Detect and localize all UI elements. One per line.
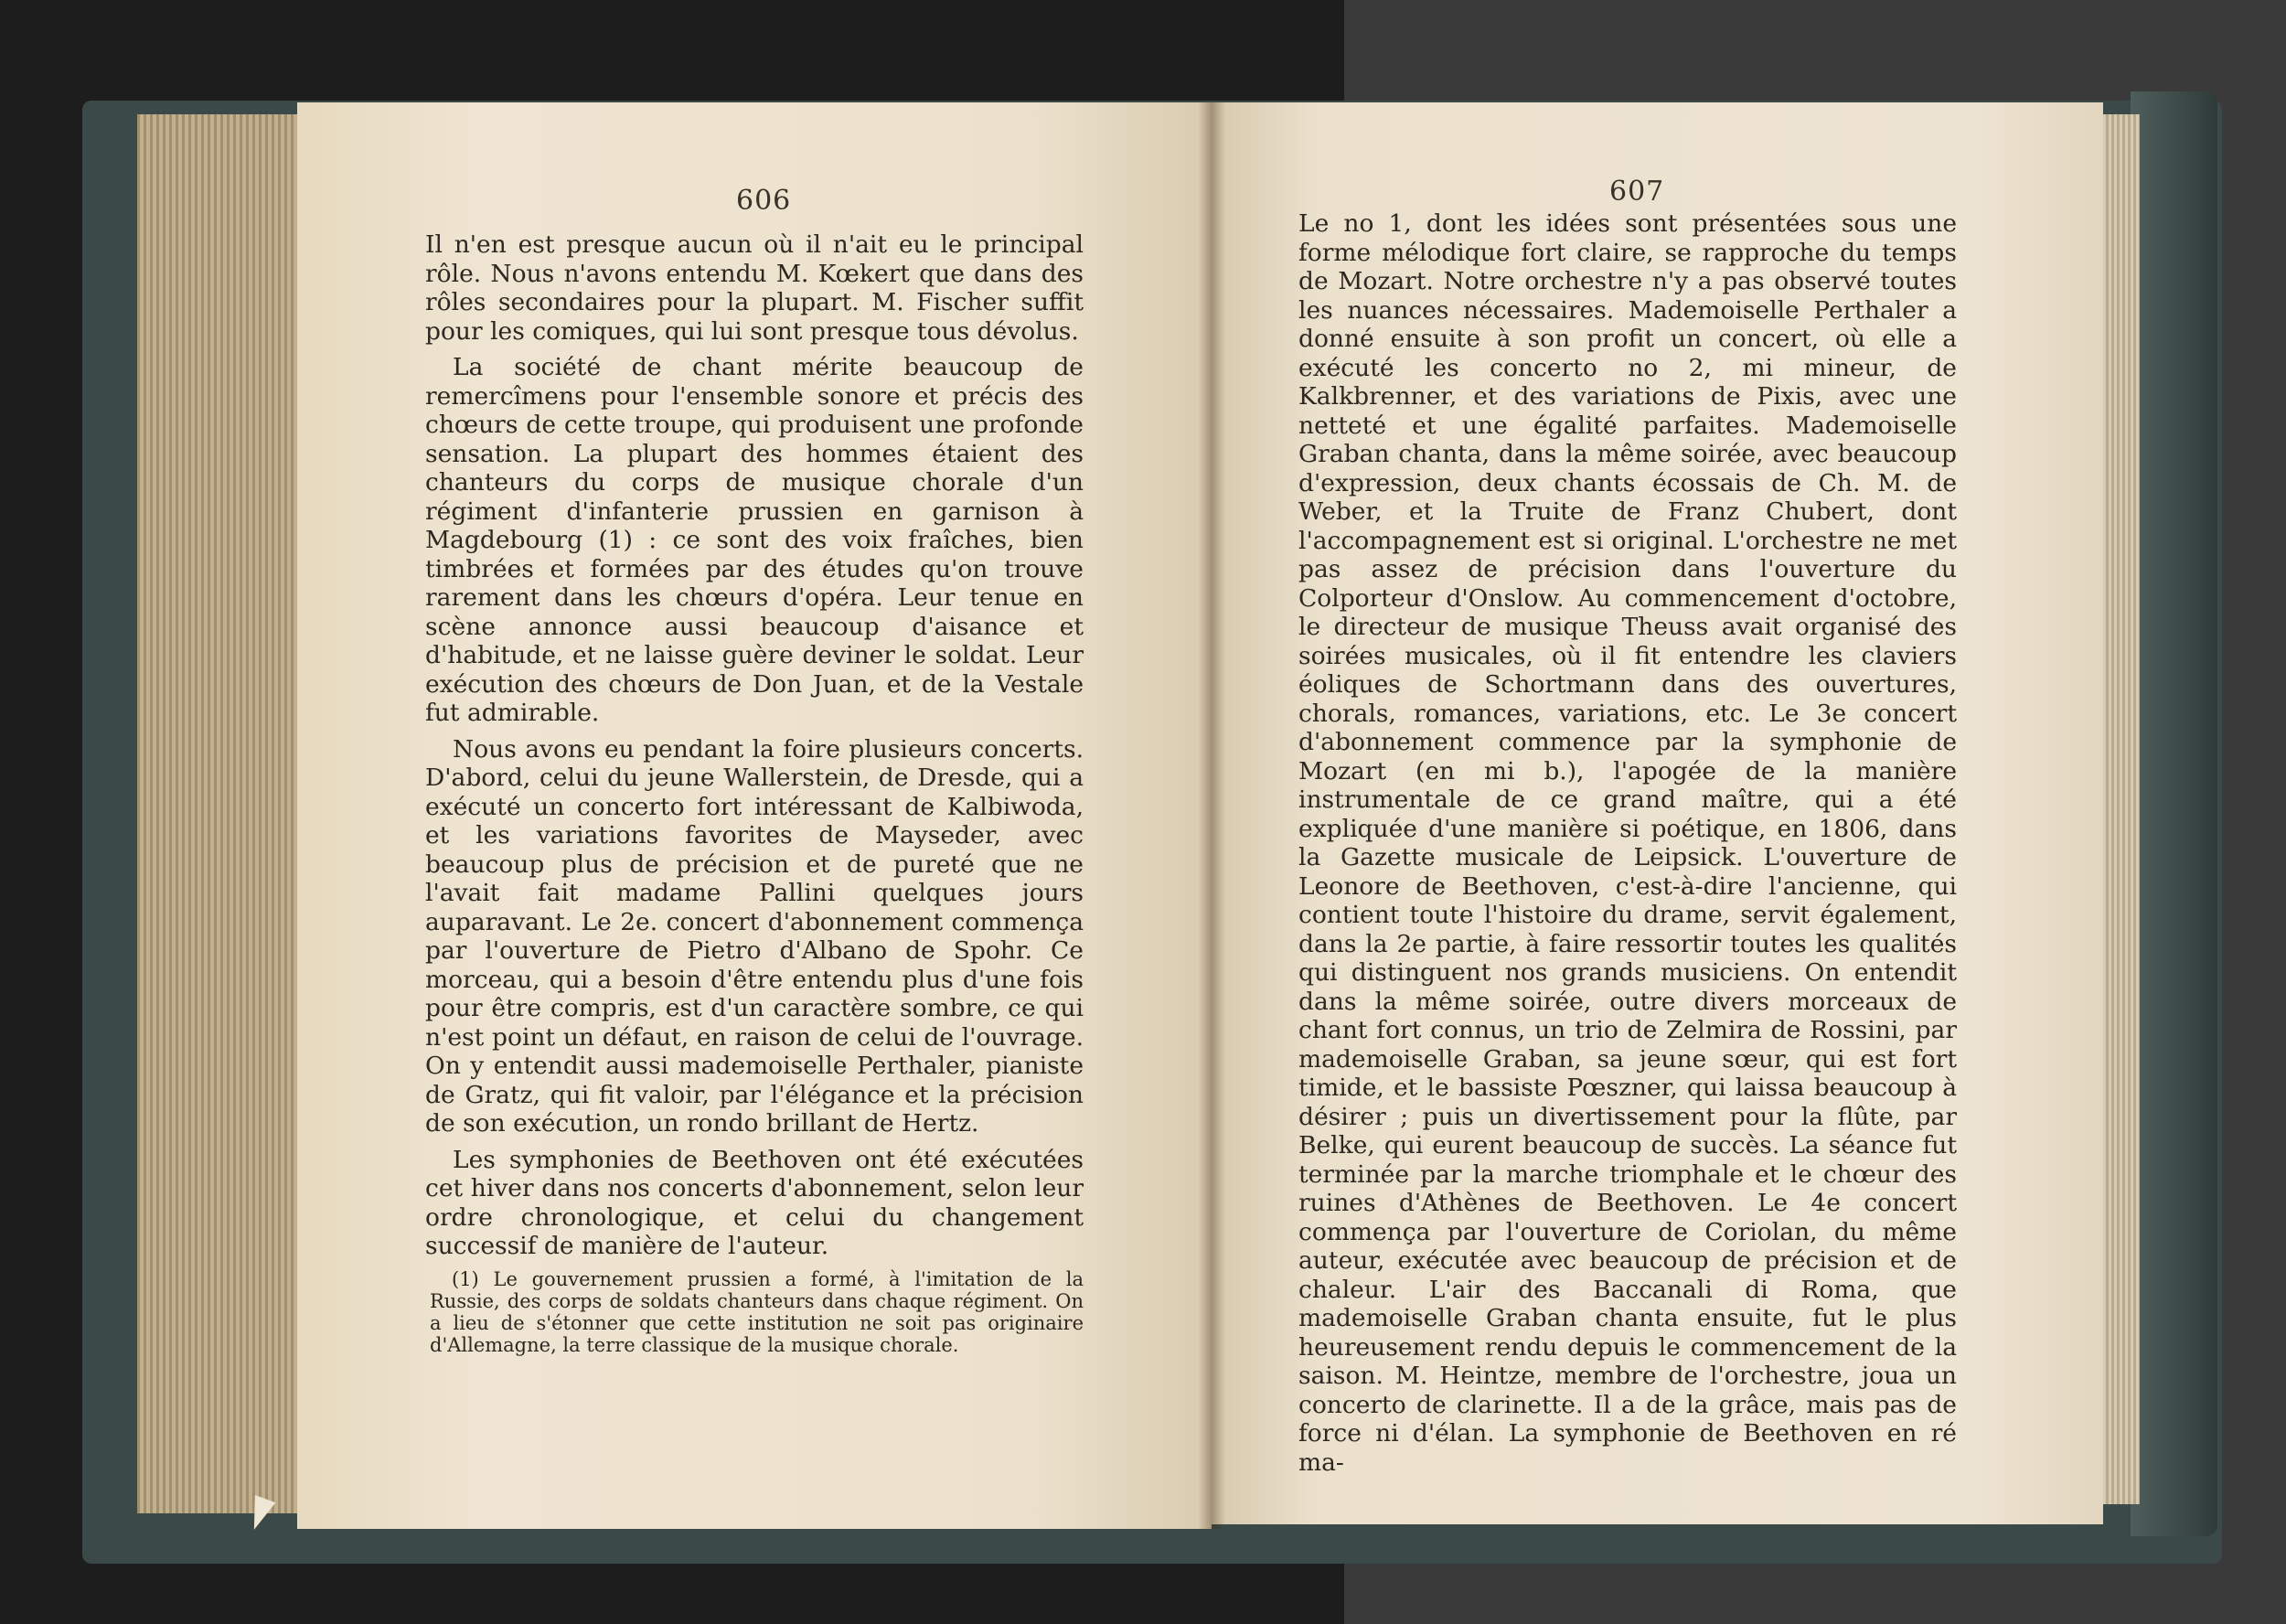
page-number-left: 606 <box>736 185 792 217</box>
page-number-right: 607 <box>1609 176 1665 208</box>
right-page <box>1212 102 2103 1524</box>
page-edges-left <box>137 114 311 1513</box>
left-page <box>297 102 1212 1529</box>
paragraph: La société de chant mérite beaucoup de remercîmens pour l'ensemble sonore et précis des chœurs de cette troupe, qui produisent une profonde sensation. La plupart des hommes étaient des chanteurs du corps de musique chorale d'un régiment d'infanterie prussien en garnison à Magdebourg (1) : ce sont des voix fraîches, bien timbrées et formées par des études qu'on trouve rarement dans les chœurs d'opéra. Leur tenue en scène annonce aussi beaucoup d'aisance et d'habitude, et ne laisse guère deviner le soldat. Leur exécution des chœurs de Don Juan, et de la Vestale fut admirable. <box>425 353 1084 727</box>
paragraph: Le no 1, dont les idées sont présentées sous une forme mélodique fort claire, se rapproche du temps de Mozart. Notre orchestre n'y a pas observé toutes les nuances nécessaires. Mademoiselle Perthaler a donné ensuite à son profit un concert, où elle a exécuté les concerto no 2, mi mineur, de Kalkbrenner, et des variations de Pixis, avec une netteté et une égalité parfaites. Mademoiselle Graban chanta, dans la même soirée, avec beaucoup d'expression, deux chants écossais de Ch. M. de Weber, et la Truite de Franz Chubert, dont l'accompagnement est si original. L'orchestre ne met pas assez de précision dans l'ouverture du Colporteur d'Onslow. Au commencement d'octobre, le directeur de musique Theuss avait organisé des soirées musicales, où il fit entendre les claviers éoliques de Schortmann dans des ouvertures, chorals, romances, variations, etc. Le 3e concert d'abonnement commence par la symphonie de Mozart (en mi b.), l'apogée de la manière instrumentale de ce grand maître, qui a été expliquée d'une manière si poétique, en 1806, dans la Gazette musicale de Leipsick. L'ouverture de Leonore de Beethoven, c'est-à-dire l'ancienne, qui contient toute l'histoire du drame, servit également, dans la 2e partie, à faire ressortir toutes les qualités qui distinguent nos grands musiciens. On entendit dans la même soirée, outre divers morceaux de chant fort connus, un trio de Zelmira de Rossini, par mademoiselle Graban, sa jeune sœur, qui est fort timide, et le bassiste Pœszner, qui laissa beaucoup à désirer ; puis un divertissement pour la flûte, par Belke, qui eurent beaucoup de succès. La séance fut terminée par la marche triomphale et le chœur des ruines d'Athènes de Beethoven. Le 4e concert commença par l'ouverture de Coriolan, du même auteur, exécutée avec beaucoup de précision et de chaleur. L'air des Baccanali di Roma, que mademoiselle Graban chanta ensuite, fut le plus heureusement rendu depuis le commencement de la saison. M. Heintze, membre de l'orchestre, joua un concerto de clarinette. Il a de la grâce, mais pas de force ni d'élan. La symphonie de Beethoven en ré ma- <box>1298 209 1957 1477</box>
page-edges-right <box>2103 114 2140 1504</box>
footnote <box>430 1268 1084 1356</box>
right-page-body <box>1298 209 1957 1484</box>
paragraph: Nous avons eu pendant la foire plusieurs concerts. D'abord, celui du jeune Wallerstein, de Dresde, qui a exécuté un concerto fort intéressant de Kalbiwoda, et les variations favorites de Mayseder, avec beaucoup plus de précision et de pureté que ne l'avait fait madame Pallini quelques jours auparavant. Le 2e. concert d'abonnement commença par l'ouverture de Pietro d'Albano de Spohr. Ce morceau, qui a besoin d'être entendu plus d'une fois pour être compris, est d'un caractère sombre, ce qui n'est point un défaut, en raison de celui de l'ouvrage. On y entendit aussi mademoiselle Perthaler, pianiste de Gratz, qui fit valoir, par l'élégance et la précision de son exécution, un rondo brillant de Hertz. <box>425 734 1084 1138</box>
paragraph: Il n'en est presque aucun où il n'ait eu le principal rôle. Nous n'avons entendu M. Kœkert que dans des rôles secondaires pour la plupart. M. Fischer suffit pour les comiques, qui lui sont presque tous dévolus. <box>425 230 1084 346</box>
book-cover-right-edge <box>2131 91 2217 1536</box>
footnote-text: (1) Le gouvernement prussien a formé, à l'imitation de la Russie, des corps de soldats chanteurs dans chaque régiment. On a lieu de s'étonner que cette institution ne soit pas originaire d'Allemagne, la terre classique de la musique chorale. <box>430 1268 1084 1356</box>
book-gutter <box>1198 102 1225 1529</box>
left-page-body <box>425 230 1084 1268</box>
paragraph: Les symphonies de Beethoven ont été exécutées cet hiver dans nos concerts d'abonnement, selon leur ordre chronologique, et celui du changement successif de manière de l'auteur. <box>425 1145 1084 1260</box>
